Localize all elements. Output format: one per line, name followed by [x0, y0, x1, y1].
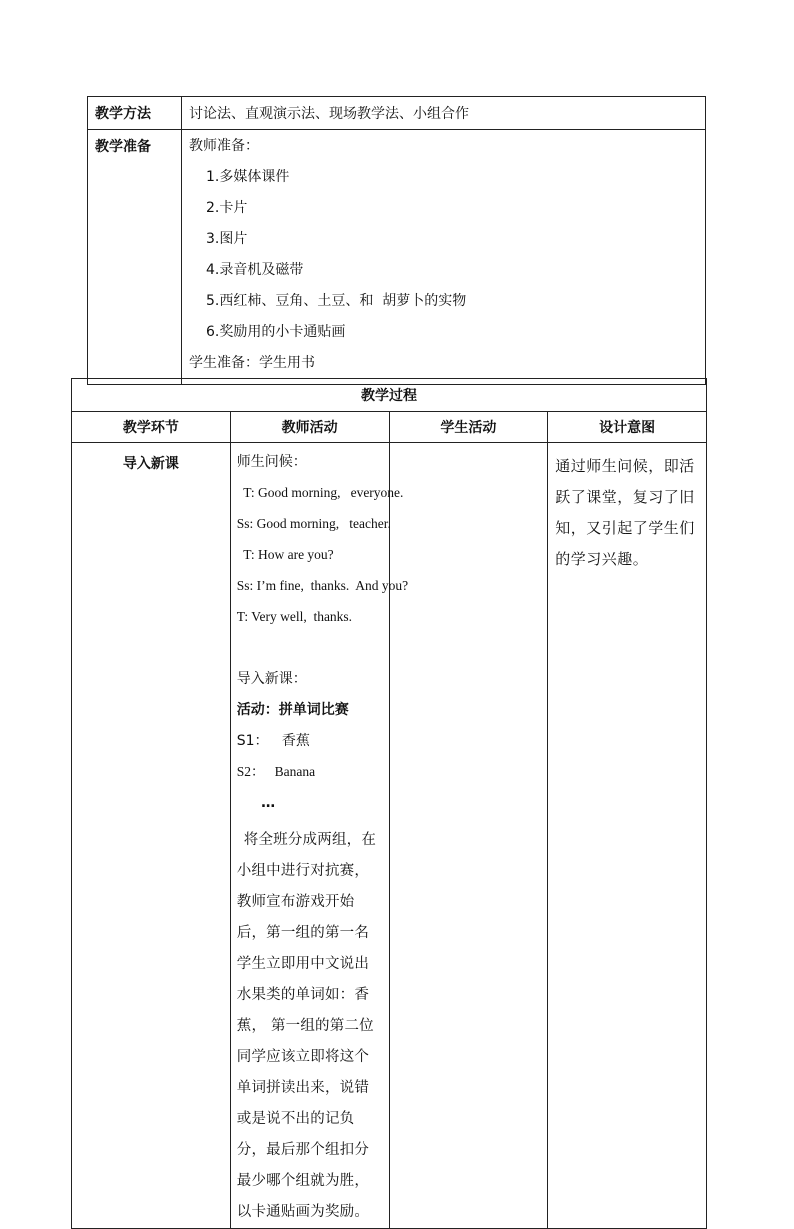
- preparation-content: [182, 130, 706, 385]
- teacher-activity-cell: [230, 443, 409, 1229]
- preparation-row: [88, 130, 706, 385]
- teacher-line-blank: [237, 637, 383, 668]
- activity-heading: 活动：拼单词比赛: [236, 702, 349, 718]
- prep-item: 1.多媒体课件: [206, 169, 290, 185]
- process-title: 教学过程: [72, 379, 707, 412]
- preparation-label: 教学准备: [88, 130, 182, 385]
- teacher-line: Ss: Good morning, teacher.: [236, 516, 391, 531]
- activity-description: 将全班分成两组，在小组中进行对抗赛，教师宣布游戏开始后，第一组的第一名学生立即用中文说出水果类的单词如：香蕉， 第一组的第二位同学应该立即将这个单词拼读出来，说错或是说不出的记负分，最后那个组扣分最少哪个组就为胜，以卡通贴画为奖励。: [236, 832, 377, 1220]
- stage-name: 导入新课: [72, 443, 231, 1229]
- teacher-line: S1： 香蕉: [236, 733, 310, 749]
- process-body-row: [72, 443, 707, 1229]
- teacher-prep-heading: 教师准备：: [189, 138, 259, 154]
- header-teacher-activity: 教师活动: [230, 412, 389, 443]
- prep-item: 3.图片: [206, 231, 248, 247]
- header-design-intent: 设计意图: [548, 412, 707, 443]
- prep-item: 6.奖励用的小卡通贴画: [206, 324, 346, 340]
- methods-value: 讨论法、直观演示法、现场教学法、小组合作: [182, 97, 706, 130]
- header-student-activity: 学生活动: [389, 412, 548, 443]
- lesson-info-table: [87, 96, 706, 385]
- design-intent-text: 通过师生问候，即活跃了课堂，复习了旧知，又引起了学生们的学习兴趣。: [555, 457, 695, 568]
- teacher-line: S2： Banana: [236, 764, 316, 779]
- teaching-process-table: [71, 378, 707, 1229]
- teacher-line: Ss: I’m fine, thanks. And you?: [236, 578, 409, 593]
- teacher-line: T: Very well, thanks.: [236, 609, 353, 624]
- prep-item: 5.西红柿、豆角、土豆、和 胡萝卜的实物: [206, 293, 467, 309]
- teacher-line: T: Good morning, everyone.: [236, 485, 404, 500]
- student-prep: 学生准备：学生用书: [189, 355, 315, 371]
- teacher-line: T: How are you?: [236, 547, 334, 562]
- process-header-row: [72, 412, 707, 443]
- header-stage: 教学环节: [72, 412, 231, 443]
- teacher-line: 导入新课：: [236, 671, 307, 687]
- prep-item: 2.卡片: [206, 200, 248, 216]
- methods-label: 教学方法: [88, 97, 182, 130]
- prep-item: 4.录音机及磁带: [206, 262, 304, 278]
- student-activity-cell: [389, 443, 548, 1229]
- design-intent-cell: [548, 443, 707, 1229]
- ellipsis-line: …: [236, 795, 276, 811]
- process-title-row: [72, 379, 707, 412]
- teacher-line: 师生问候：: [236, 454, 307, 470]
- methods-row: [88, 97, 706, 130]
